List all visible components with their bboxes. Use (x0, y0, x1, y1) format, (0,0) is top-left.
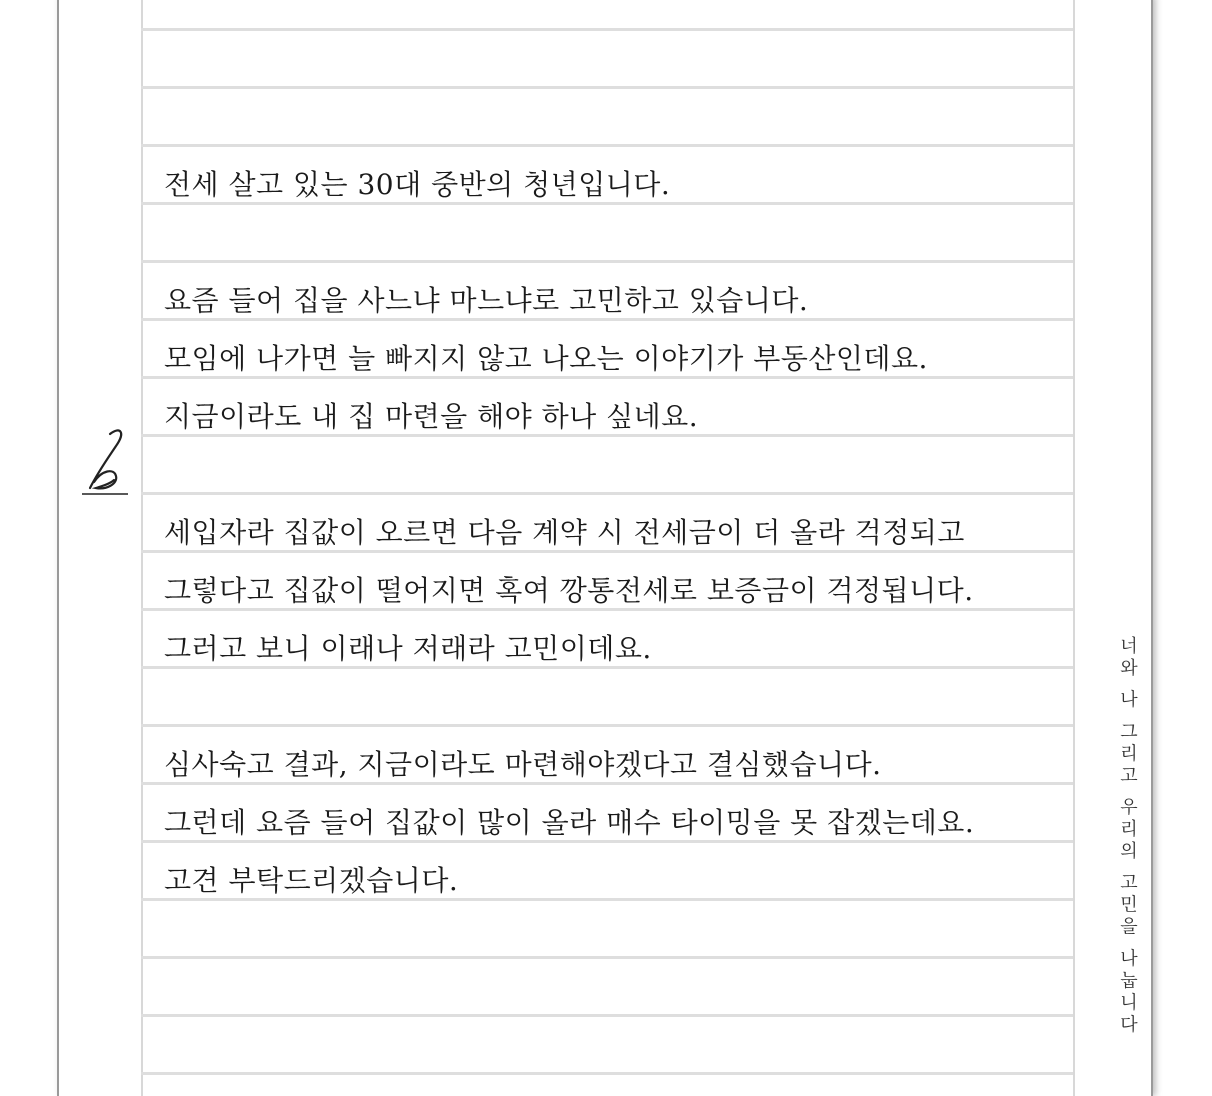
signature-icon (80, 426, 132, 498)
side-title: 너와 나 그리고 우리의 고민을 나눕니다 (1117, 636, 1138, 1037)
letter-line-4: 지금이라도 내 집 마련을 해야 하나 싶네요. (164, 400, 699, 433)
letter-line-1: 전세 살고 있는 30대 중반의 청년입니다. (164, 168, 671, 201)
letter-line-7: 그러고 보니 이래나 저래라 고민이데요. (164, 632, 652, 665)
letter-line-10: 고견 부탁드리겠습니다. (164, 864, 459, 897)
ruled-line (141, 86, 1073, 89)
ruled-line (141, 782, 1073, 785)
ruled-line (141, 840, 1073, 843)
ruled-line (141, 492, 1073, 495)
ruled-line (141, 550, 1073, 553)
ruled-line (141, 1014, 1073, 1017)
ruled-line (141, 28, 1073, 31)
letter-line-6: 그렇다고 집값이 떨어지면 혹여 깡통전세로 보증금이 걱정됩니다. (164, 574, 974, 607)
letter-line-8: 심사숙고 결과, 지금이라도 마련해야겠다고 결심했습니다. (164, 748, 882, 781)
ruled-line (141, 956, 1073, 959)
ruled-line (141, 1072, 1073, 1075)
letter-line-2: 요즘 들어 집을 사느냐 마느냐로 고민하고 있습니다. (164, 284, 809, 317)
ruled-line (141, 898, 1073, 901)
letter-line-5: 세입자라 집값이 오르면 다음 계약 시 전세금이 더 올라 걱정되고 (164, 516, 965, 549)
ruled-line (141, 202, 1073, 205)
ruled-line (141, 666, 1073, 669)
ruled-line (141, 608, 1073, 611)
ruled-line (141, 376, 1073, 379)
letter-line-9: 그런데 요즘 들어 집값이 많이 올라 매수 타이밍을 못 잡겠는데요. (164, 806, 975, 839)
ruled-line (141, 434, 1073, 437)
ruled-line (141, 724, 1073, 727)
ruled-line (141, 260, 1073, 263)
letter-line-3: 모임에 나가면 늘 빠지지 않고 나오는 이야기가 부동산인데요. (164, 342, 928, 375)
ruled-line (141, 318, 1073, 321)
ruled-line (141, 144, 1073, 147)
